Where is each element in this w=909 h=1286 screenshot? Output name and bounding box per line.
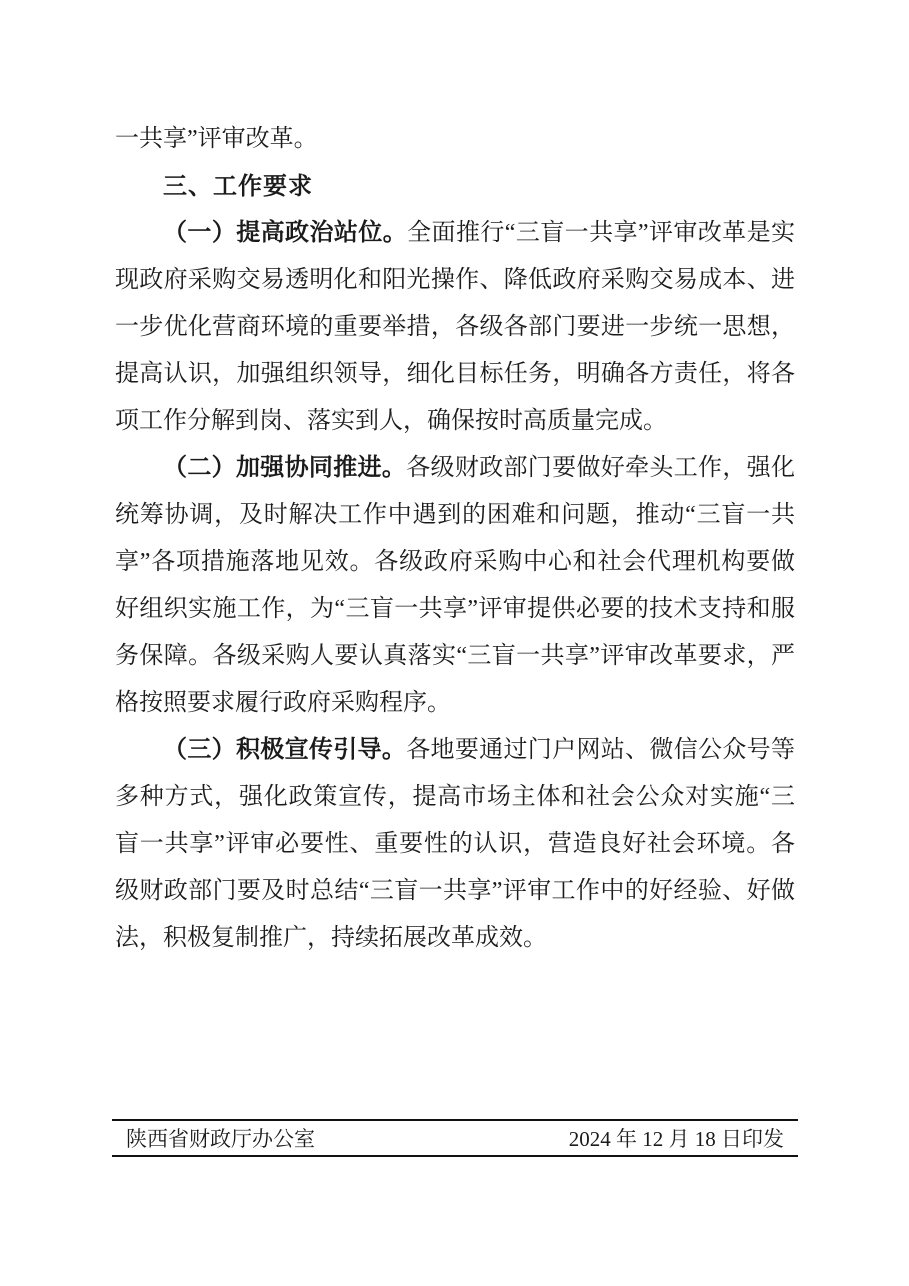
section-heading: 三、工作要求 [163, 173, 313, 200]
paragraph-lead: （三）积极宣传引导。 [163, 737, 407, 763]
continuation-line: 一共享”评审改革。 [115, 126, 318, 152]
footer-issuer: 陕西省财政厅办公室 [126, 1127, 315, 1151]
paragraph-text: 各地要通过门户网站、微信公众号等多种方式，强化政策宣传，提高市场主体和社会公众对实施“三盲一共享”评审必要性、重要性的认识，营造良好社会环境。各级财政部门要及时总结“三盲一共享”评审工作中的好经验、好做法，积极复制推广，持续拓展改革成效。 [115, 737, 796, 951]
footer-print-date: 2024 年 12 月 18 日印发 [568, 1127, 784, 1151]
paragraph [115, 727, 795, 962]
paragraph [115, 445, 795, 727]
document-footer [112, 1119, 798, 1157]
paragraph-lead: （二）加强协同推进。 [163, 455, 407, 481]
paragraph-lead: （一）提高政治站位。 [163, 220, 408, 246]
paragraph-text: 全面推行“三盲一共享”评审改革是实现政府采购交易透明化和阳光操作、降低政府采购交易成本、进一步优化营商环境的重要举措，各级各部门要进一步统一思想，提高认识，加强组织领导，细化目标任务，明确各方责任，将各项工作分解到岗、落实到人，确保按时高质量完成。 [115, 220, 796, 434]
document-body [115, 116, 795, 962]
paragraph-text: 各级财政部门要做好牵头工作，强化统筹协调，及时解决工作中遇到的困难和问题，推动“三盲一共享”各项措施落地见效。各级政府采购中心和社会代理机构要做好组织实施工作，为“三盲一共享”评审提供必要的技术支持和服务保障。各级采购人要认真落实“三盲一共享”评审改革要求，严格按照要求履行政府采购程序。 [115, 455, 796, 716]
paragraph [115, 210, 795, 445]
